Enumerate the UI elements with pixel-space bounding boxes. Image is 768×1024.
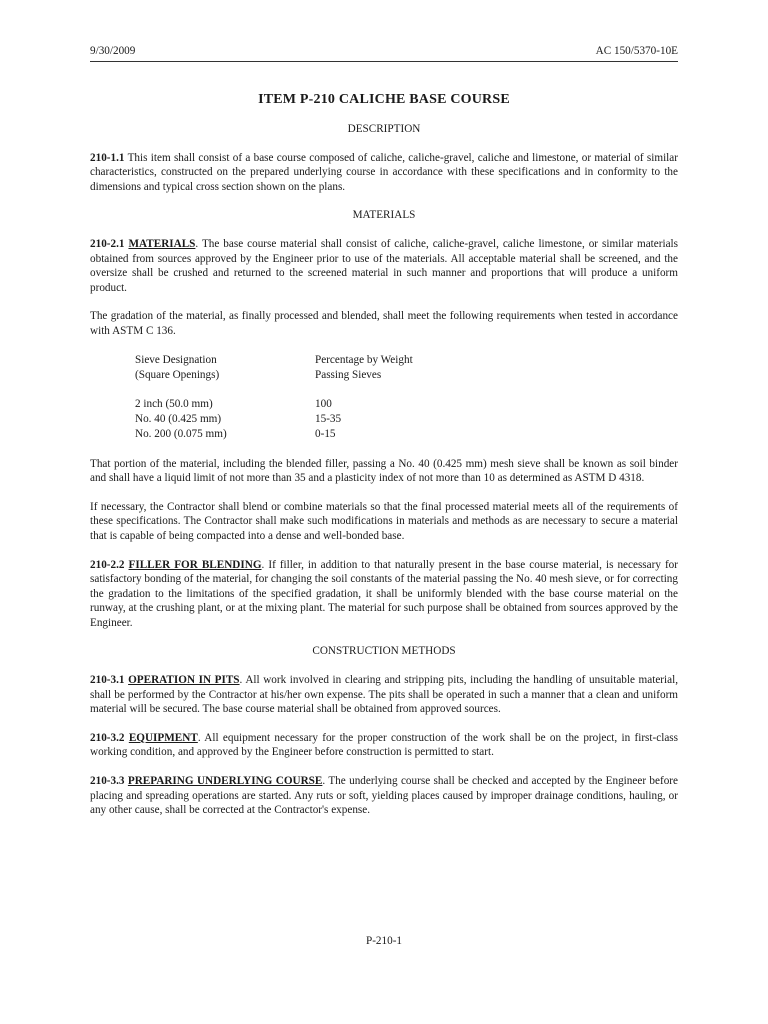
paragraph-number: 210-3.3 bbox=[90, 775, 125, 788]
paragraph-title: OPERATION IN PITS bbox=[128, 674, 240, 687]
table-header-cell: (Square Openings) bbox=[135, 368, 220, 381]
paragraph-blending: If necessary, the Contractor shall blend or combine materials so that the final processed material meets all of the requirements of these specifications. The Contractor shall make such modifications in materials and methods as are necessary to secure a material that is capable of being compacted into a dense and well-bonded base. bbox=[90, 500, 678, 542]
paragraph-title: FILLER FOR BLENDING bbox=[128, 558, 262, 571]
paragraph-soil-binder: That portion of the material, including the blended filler, passing a No. 40 (0.425 mm) mesh sieve shall be known as soil binder and shall have a liquid limit of not more than 35 and a plasticity index of not more than 10 as determined as ASTM D 4318. bbox=[90, 457, 678, 485]
header-rule bbox=[90, 61, 678, 62]
table-header-row bbox=[135, 353, 413, 368]
table-header-cell: Passing Sieves bbox=[315, 368, 382, 381]
document-body bbox=[90, 92, 678, 832]
paragraph-text: . The base course material shall consist of caliche, caliche-gravel, caliche limestone, or similar materials obtained from sources approved by the Engineer prior to use of the materials. All acceptable material shall be screened, and the oversize shall be crushed and returned to the screened material in such manner and proportions that will produce a uniform product. bbox=[90, 237, 679, 294]
table-header-cell: Sieve Designation bbox=[135, 353, 217, 366]
table-row bbox=[135, 397, 413, 412]
paragraph-text: . All equipment necessary for the proper construction of the work shall be on the project, in first-class working condition, and approved by the Engineer before construction is permitted to start. bbox=[90, 731, 678, 759]
table-row bbox=[135, 412, 413, 427]
paragraph-title: EQUIPMENT bbox=[128, 731, 198, 744]
paragraph-210-3-2 bbox=[90, 731, 678, 760]
table-header-cell: Percentage by Weight bbox=[315, 353, 413, 366]
paragraph-number: 210-3.1 bbox=[90, 674, 125, 687]
header-date: 9/30/2009 bbox=[90, 45, 136, 57]
paragraph-title: PREPARING UNDERLYING COURSE bbox=[127, 775, 323, 788]
table-cell: 0-15 bbox=[315, 428, 336, 441]
page-number: P-210-1 bbox=[365, 935, 403, 947]
paragraph-text: . The underlying course shall be checked and accepted by the Engineer before placing and spreading operations are started. Any ruts or soft, yielding places caused by improper drainage conditions, hauling, or any other cause, shall be corrected at the Contractor's expense. bbox=[90, 775, 678, 817]
table-cell: 15-35 bbox=[315, 413, 342, 426]
section-heading-materials: MATERIALS bbox=[352, 209, 416, 222]
table-cell: No. 200 (0.075 mm) bbox=[135, 428, 227, 441]
table-row bbox=[135, 427, 413, 442]
paragraph-number: 210-3.2 bbox=[90, 731, 125, 744]
paragraph-text: . If filler, in addition to that naturally present in the base course material, is necessary for satisfactory bonding of the material, for changing the soil constants of the material passing the No. 40 mesh sieve, or for correcting the gradation to the limitations of the specified gradation, it shall be uniformly blended with the base course material on the runway, at the crushing plant, or at the mixing plant. The material for such purpose shall be obtained from sources approved by the Engineer. bbox=[90, 558, 679, 629]
paragraph-gradation: The gradation of the material, as finally processed and blended, shall meet the following requirements when tested in accordance with ASTM C 136. bbox=[90, 310, 678, 337]
header-doc-id: AC 150/5370-10E bbox=[595, 45, 678, 57]
sieve-table bbox=[135, 353, 413, 443]
section-heading-description: DESCRIPTION bbox=[347, 123, 421, 135]
paragraph-number: 210-2.1 bbox=[90, 237, 125, 250]
paragraph-title: MATERIALS bbox=[128, 237, 196, 250]
paragraph-text: This item shall consist of a base course composed of caliche, caliche-gravel, caliche and limestone, or material of similar characteristics, constructed on the prepared underlying course in accordance with these specifications and in conformity to the dimensions and typical cross section shown on the plans. bbox=[90, 151, 678, 193]
paragraph-210-3-1 bbox=[90, 673, 678, 717]
paragraph-210-2-1 bbox=[90, 237, 678, 295]
paragraph-number: 210-1.1 bbox=[90, 151, 125, 164]
paragraph-210-1-1 bbox=[90, 151, 678, 195]
table-cell: 100 bbox=[315, 397, 332, 410]
paragraph-number: 210-2.2 bbox=[90, 558, 125, 571]
paragraph-210-2-2 bbox=[90, 558, 678, 631]
paragraph-text: . All work involved in clearing and stripping pits, including the handling of unsuitable material, shall be performed by the Contractor at his/her own expense. The pits shall be operated in such a manner that a clean and uniform material will be secured. The base course material shall be obtained from approved sources. bbox=[90, 674, 679, 716]
paragraph-210-3-3 bbox=[90, 774, 678, 818]
section-heading-construction-methods: CONSTRUCTION METHODS bbox=[312, 645, 456, 658]
table-cell: No. 40 (0.425 mm) bbox=[135, 413, 222, 426]
table-header-row bbox=[135, 368, 413, 383]
table-spacer bbox=[135, 383, 413, 397]
table-cell: 2 inch (50.0 mm) bbox=[135, 397, 213, 410]
document-title: ITEM P-210 CALICHE BASE COURSE bbox=[258, 92, 510, 107]
